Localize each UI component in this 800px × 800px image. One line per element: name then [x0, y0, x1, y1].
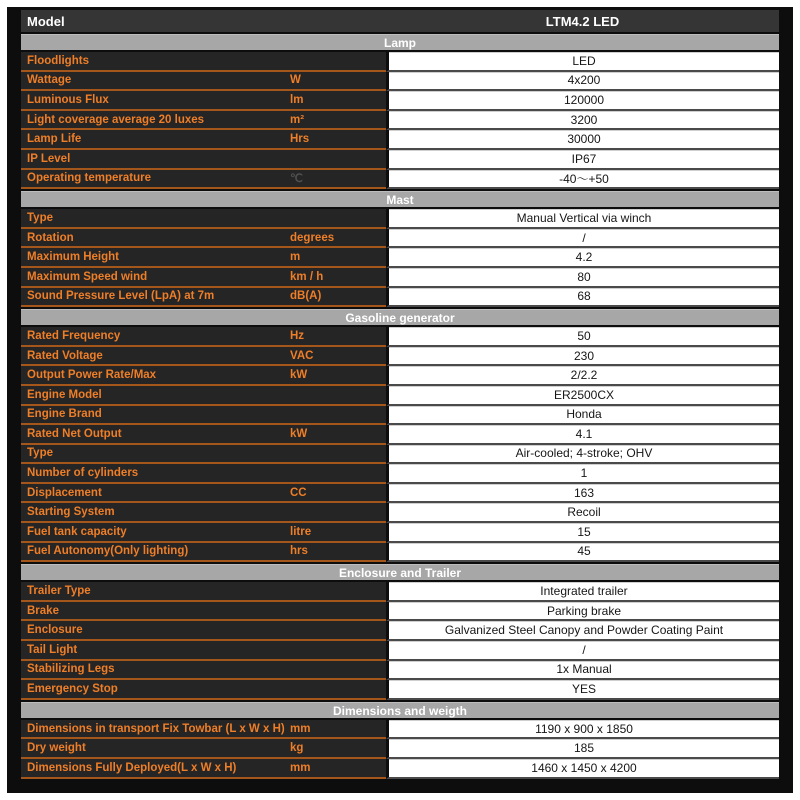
spec-row [21, 91, 779, 111]
spec-label: Number of cylinders [21, 464, 286, 484]
spec-row [21, 621, 779, 641]
section-title-bar: Dimensions and weigth [21, 702, 779, 718]
spec-value: Recoil [386, 503, 779, 523]
spec-value: 1x Manual [386, 661, 779, 681]
spec-unit [286, 445, 386, 465]
section [21, 702, 779, 779]
spec-value: Manual Vertical via winch [386, 209, 779, 229]
spec-label: Maximum Height [21, 248, 286, 268]
spec-row [21, 288, 779, 308]
spec-unit: km / h [286, 268, 386, 288]
spec-value: 163 [386, 484, 779, 504]
spec-unit: kW [286, 366, 386, 386]
spec-label: Output Power Rate/Max [21, 366, 286, 386]
spec-value: 68 [386, 288, 779, 308]
spec-value: 3200 [386, 111, 779, 131]
spec-unit [286, 406, 386, 426]
spec-value: 2/2.2 [386, 366, 779, 386]
spec-row [21, 52, 779, 72]
spec-value: 4.2 [386, 248, 779, 268]
spec-label: Dimensions Fully Deployed(L x W x H) [21, 759, 286, 779]
spec-value: 230 [386, 347, 779, 367]
spec-label: Dry weight [21, 739, 286, 759]
spec-value: / [386, 641, 779, 661]
spec-label: Rated Net Output [21, 425, 286, 445]
model-header-label: Model [27, 13, 65, 29]
spec-unit: CC [286, 484, 386, 504]
spec-value: ER2500CX [386, 386, 779, 406]
spec-unit [286, 386, 386, 406]
spec-row [21, 72, 779, 92]
spec-label: Engine Model [21, 386, 286, 406]
spec-row [21, 661, 779, 681]
spec-label: Trailer Type [21, 582, 286, 602]
section-title-bar: Lamp [21, 34, 779, 50]
spec-unit: degrees [286, 229, 386, 249]
spec-label: Fuel Autonomy(Only lighting) [21, 543, 286, 563]
spec-row [21, 327, 779, 347]
section [21, 564, 779, 700]
spec-row [21, 503, 779, 523]
spec-unit [286, 680, 386, 700]
spec-value: 1 [386, 464, 779, 484]
spec-value: 185 [386, 739, 779, 759]
spec-label: Operating temperature [21, 170, 286, 190]
spec-label: Engine Brand [21, 406, 286, 426]
spec-unit [286, 52, 386, 72]
spec-value: 4.1 [386, 425, 779, 445]
spec-row [21, 720, 779, 740]
spec-value: Honda [386, 406, 779, 426]
spec-value: / [386, 229, 779, 249]
spec-unit [286, 150, 386, 170]
spec-label: Wattage [21, 72, 286, 92]
spec-value: 50 [386, 327, 779, 347]
section-title-bar: Enclosure and Trailer [21, 564, 779, 580]
spec-table [7, 7, 793, 793]
spec-label: Floodlights [21, 52, 286, 72]
spec-unit [286, 503, 386, 523]
section [21, 34, 779, 189]
spec-unit [286, 602, 386, 622]
model-header-value: LTM4.2 LED [545, 13, 620, 29]
spec-label: Dimensions in transport Fix Towbar (L x W x H) [21, 720, 286, 740]
spec-unit: W [286, 72, 386, 92]
sections-container [21, 34, 779, 779]
spec-row [21, 111, 779, 131]
spec-row [21, 445, 779, 465]
spec-row [21, 464, 779, 484]
spec-value: 80 [386, 268, 779, 288]
spec-value: 4x200 [386, 72, 779, 92]
spec-value: LED [386, 52, 779, 72]
spec-value: IP67 [386, 150, 779, 170]
spec-label: Maximum Speed wind [21, 268, 286, 288]
spec-unit: VAC [286, 347, 386, 367]
spec-row [21, 268, 779, 288]
spec-value: 45 [386, 543, 779, 563]
spec-row [21, 130, 779, 150]
spec-value: 120000 [386, 91, 779, 111]
spec-value: -40～+50 [386, 170, 779, 190]
section-title-bar: Gasoline generator [21, 309, 779, 325]
spec-label: Lamp Life [21, 130, 286, 150]
spec-unit: dB(A) [286, 288, 386, 308]
spec-row [21, 739, 779, 759]
spec-label: Displacement [21, 484, 286, 504]
section-title-bar: Mast [21, 191, 779, 207]
spec-value: Galvanized Steel Canopy and Powder Coating Paint [386, 621, 779, 641]
spec-unit: lm [286, 91, 386, 111]
spec-unit [286, 641, 386, 661]
spec-row [21, 229, 779, 249]
spec-unit: kg [286, 739, 386, 759]
section [21, 309, 779, 562]
spec-value: 1190 x 900 x 1850 [386, 720, 779, 740]
spec-row [21, 209, 779, 229]
spec-row [21, 543, 779, 563]
spec-value: 1460 x 1450 x 4200 [386, 759, 779, 779]
model-header-row [21, 10, 779, 32]
spec-unit [286, 582, 386, 602]
spec-unit [286, 621, 386, 641]
spec-row [21, 680, 779, 700]
spec-value: Parking brake [386, 602, 779, 622]
spec-unit: ℃ [286, 170, 386, 190]
spec-label: Stabilizing Legs [21, 661, 286, 681]
spec-value: 15 [386, 523, 779, 543]
spec-label: Emergency Stop [21, 680, 286, 700]
spec-value: Air-cooled; 4-stroke; OHV [386, 445, 779, 465]
spec-row [21, 425, 779, 445]
spec-label: Rated Frequency [21, 327, 286, 347]
spec-unit: litre [286, 523, 386, 543]
spec-unit [286, 661, 386, 681]
spec-row [21, 759, 779, 779]
spec-unit [286, 464, 386, 484]
spec-label: Starting System [21, 503, 286, 523]
spec-label: Rotation [21, 229, 286, 249]
spec-unit: mm [286, 759, 386, 779]
spec-unit: m² [286, 111, 386, 131]
spec-row [21, 248, 779, 268]
spec-row [21, 406, 779, 426]
spec-unit: kW [286, 425, 386, 445]
spec-label: Luminous Flux [21, 91, 286, 111]
spec-row [21, 170, 779, 190]
spec-unit: m [286, 248, 386, 268]
spec-label: Brake [21, 602, 286, 622]
spec-row [21, 602, 779, 622]
spec-value: 30000 [386, 130, 779, 150]
spec-label: IP Level [21, 150, 286, 170]
spec-label: Tail Light [21, 641, 286, 661]
spec-value: Integrated trailer [386, 582, 779, 602]
spec-label: Fuel tank capacity [21, 523, 286, 543]
spec-row [21, 347, 779, 367]
spec-value: YES [386, 680, 779, 700]
section [21, 191, 779, 307]
spec-label: Type [21, 209, 286, 229]
spec-row [21, 582, 779, 602]
spec-label: Enclosure [21, 621, 286, 641]
spec-label: Rated Voltage [21, 347, 286, 367]
spec-label: Type [21, 445, 286, 465]
spec-unit: hrs [286, 543, 386, 563]
spec-row [21, 386, 779, 406]
spec-unit: Hz [286, 327, 386, 347]
spec-row [21, 366, 779, 386]
spec-row [21, 523, 779, 543]
spec-unit [286, 209, 386, 229]
spec-row [21, 150, 779, 170]
spec-label: Sound Pressure Level (LpA) at 7m [21, 288, 286, 308]
spec-row [21, 641, 779, 661]
spec-row [21, 484, 779, 504]
spec-label: Light coverage average 20 luxes [21, 111, 286, 131]
spec-unit: Hrs [286, 130, 386, 150]
spec-unit: mm [286, 720, 386, 740]
